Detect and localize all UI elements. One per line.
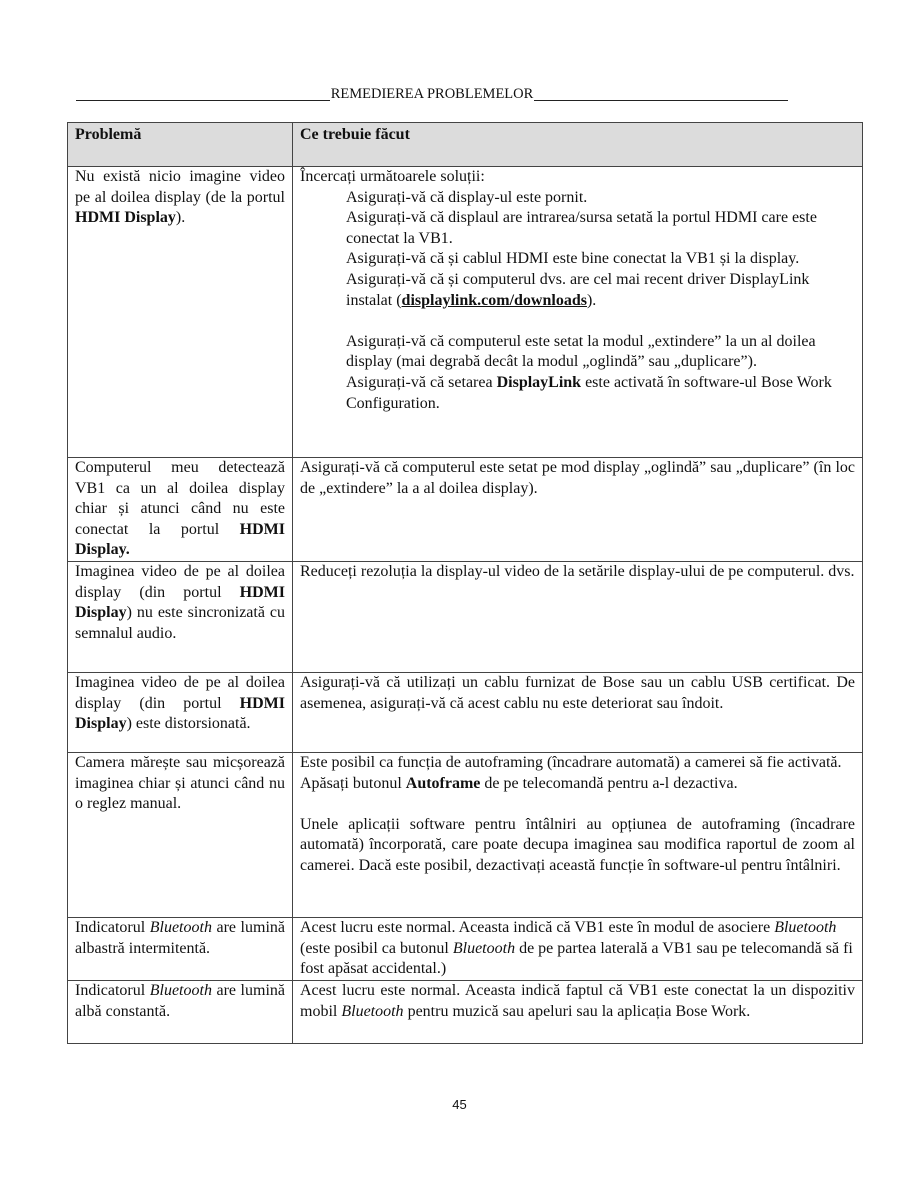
solution-paragraph [300,332,855,373]
text-run: Computerul meu detectează VB1 ca un al doilea display chiar și atunci când nu este conectat la portul [75,459,285,538]
solution-paragraph [300,562,855,583]
bold-text: HDMI Display [75,209,176,227]
italic-text: Bluetooth [452,939,516,957]
text-run: Imaginea video de pe al doilea display (din portul [75,674,285,712]
text-run: Reduceți rezoluția la display-ul video de la setările display-ului de pe computerul. dvs. [300,563,855,580]
table-row [68,918,863,981]
problem-cell [68,167,293,458]
page-number: 45 [452,1097,467,1112]
text-run: Asigurați-vă că computerul este setat pe mod display „oglindă” sau „duplicare” (în loc de „extindere” la a al doilea display). [300,459,855,497]
text-run: Asigurați-vă că display-ul este pornit. [346,188,588,206]
table-row [68,981,863,1044]
problem-cell [68,562,293,673]
solution-cell [293,673,863,753]
problem-cell [68,458,293,562]
text-run: ) nu este sincronizată cu semnalul audio. [75,604,285,642]
problem-text [75,458,285,561]
problem-cell [68,753,293,918]
text-run: Imaginea video de pe al doilea display (din portul [75,563,285,601]
italic-text: Bluetooth [774,919,837,936]
problem-text [75,673,285,735]
text-run: (este posibil ca butonul [300,939,453,957]
header-rule-right [534,100,788,101]
text-run: Asigurați-vă că setarea [346,373,497,391]
text-run: Indicatorul [75,982,150,999]
solution-paragraph [300,458,855,499]
solution-cell [293,458,863,562]
solution-paragraph [300,981,855,1022]
page-header-title: REMEDIEREA PROBLEMELOR [330,86,534,102]
solution-paragraph [300,918,855,980]
table-header-row [68,123,863,167]
solution-paragraph [300,249,855,270]
solution-cell [293,918,863,981]
italic-text: Bluetooth [149,982,212,999]
italic-text: Bluetooth [341,1002,404,1020]
text-run: Camera mărește sau micșorează imaginea chiar și atunci când nu o reglez manual. [75,754,285,813]
text-run: Asigurați-vă că utilizați un cablu furnizat de Bose sau un cablu USB certificat. De asemenea, asigurați-vă că acest cablu nu este deteriorat sau îndoit. [300,674,855,712]
column-header-solution: Ce trebuie făcut [293,123,863,167]
text-run: Asigurați-vă că computerul este setat la modul „extindere” la un al doilea display (mai degrabă decât la modul „oglindă” sau „duplicare”). [346,332,816,371]
table-row [68,458,863,562]
troubleshooting-table [67,122,863,1044]
solution-paragraph [300,188,855,209]
header-rule-left [76,100,330,101]
text-run: ). [586,291,597,309]
table-row [68,562,863,673]
problem-text [75,167,285,229]
solution-paragraph [300,673,855,714]
text-run: Unele aplicații software pentru întâlniri au opțiunea de autoframing (încadrare automată) încorporată, care poate decupa imaginea sau modifica raportul de zoom al camerei. Dacă este posibil, dezactivați această funcție în software-ul pentru întâlniri. [300,815,855,874]
column-header-problem: Problemă [68,123,293,167]
text-run: ) este distorsionată. [126,715,251,733]
problem-cell [68,673,293,753]
table-body [68,167,863,1044]
text-run: de pe partea laterală a VB1 sau pe telecomandă să fi fost apăsat accidental.) [300,939,853,978]
solution-paragraph [300,167,855,188]
page-header [76,86,788,103]
solution-paragraph [300,208,855,249]
text-run: Asigurați-vă că și cablul HDMI este bine conectat la VB1 și la display. [346,250,800,268]
solution-cell [293,167,863,458]
solution-cell [293,562,863,673]
bold-text: HDMI Display [75,583,285,622]
problem-cell [68,981,293,1044]
solution-paragraph [300,774,855,795]
problem-text [75,753,285,815]
link-text[interactable]: displaylink.com/downloads [401,291,587,309]
text-run: are lumină albă constantă. [75,982,285,1020]
solution-paragraph [300,373,855,414]
table-row [68,673,863,753]
text-run: ). [175,209,186,227]
solution-paragraph [300,753,855,774]
solution-paragraph [300,815,855,877]
table-row [68,753,863,918]
bold-text: Autoframe [405,774,481,792]
text-run: Acest lucru este normal. Aceasta indică faptul că VB1 este conectat la un dispozitiv mobil [300,982,855,1020]
problem-text [75,562,285,644]
text-run: Apăsați butonul [300,774,406,792]
solution-cell [293,753,863,918]
problem-cell [68,918,293,981]
text-run: Este posibil ca funcția de autoframing (încadrare automată) a camerei să fie activată. [300,754,842,771]
table-row [68,167,863,458]
italic-text: Bluetooth [149,919,212,936]
bold-text: HDMI Display [75,694,285,733]
solution-cell [293,981,863,1044]
solution-paragraph [300,270,855,311]
text-run: Acest lucru este normal. Aceasta indică că VB1 este în modul de asociere [300,919,775,936]
text-run: pentru muzică sau apeluri sau la aplicația Bose Work. [403,1002,751,1020]
text-run: Încercați următoarele soluții: [300,168,485,185]
text-run: Nu există nicio imagine video pe al doilea display (de la portul [75,168,285,206]
text-run: Indicatorul [75,919,150,936]
text-run: este activată în software-ul Bose Work Configuration. [346,373,832,412]
text-run: are lumină albastră intermitentă. [75,919,285,957]
bold-text: HDMI Display. [75,520,285,559]
text-run: Asigurați-vă că displaul are intrarea/sursa setată la portul HDMI care este conectat la VB1. [346,209,817,247]
problem-text [75,981,285,1022]
problem-text [75,918,285,959]
text-run: Asigurați-vă că și computerul dvs. are cel mai recent driver DisplayLink instalat ( [346,270,810,309]
text-run: de pe telecomandă pentru a-l dezactiva. [480,774,738,792]
bold-text: DisplayLink [496,373,582,391]
